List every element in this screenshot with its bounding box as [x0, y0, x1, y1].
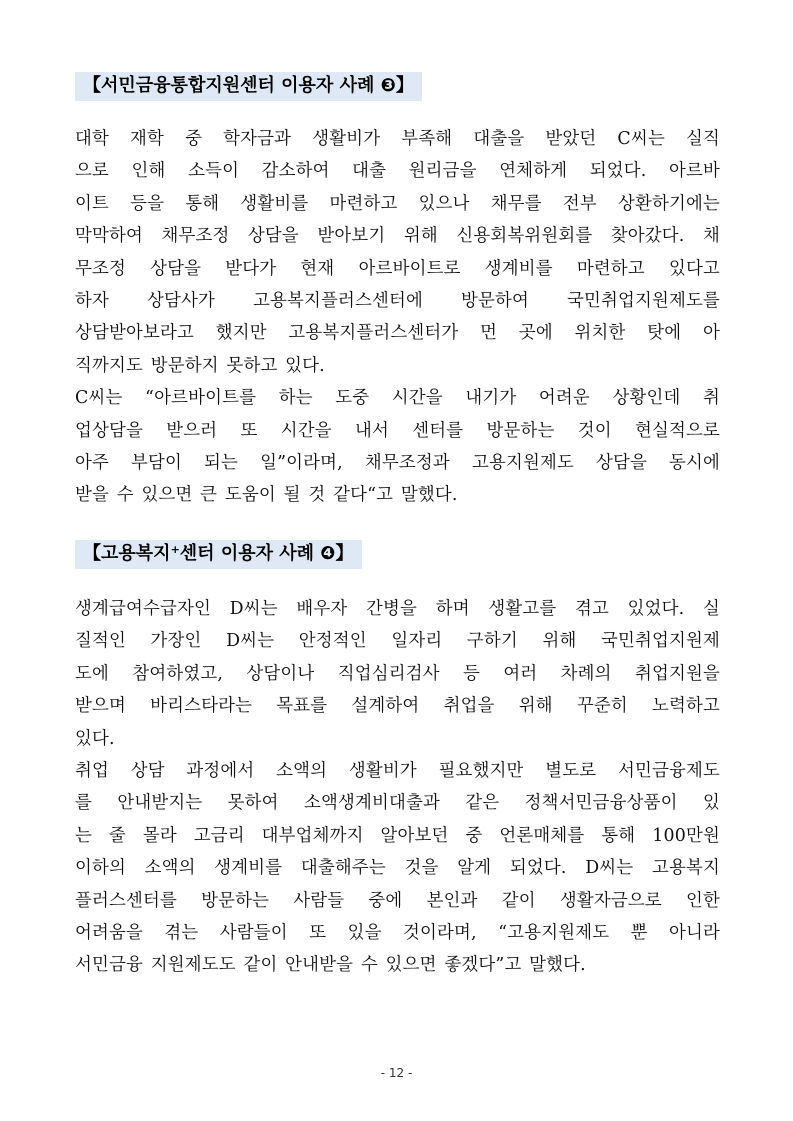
section-heading-4: 【고용복지+센터 이용자 사례 ❹】 — [75, 540, 362, 569]
text-line: 질적인 가장인 D씨는 안정적인 일자리 구하기 위해 국민취업지원제 — [75, 631, 720, 652]
text-line: 를 안내받지는 못하여 소액생계비대출과 같은 정책서민금융상품이 있 — [75, 793, 720, 814]
case-3-paragraph-2 — [75, 382, 720, 512]
case-section-4 — [75, 540, 720, 982]
case-section-3 — [75, 72, 720, 512]
text-line: 있다. — [75, 728, 115, 749]
text-line: 막막하여 채무조정 상담을 받아보기 위해 신용회복위원회를 찾아갔다. 채 — [75, 226, 720, 247]
text-line: 이트 등을 통해 생활비를 마련하고 있으나 채무를 전부 상환하기에는 — [75, 193, 720, 214]
text-line: 플러스센터를 방문하는 사람들 중에 본인과 같이 생활자금으로 인한 — [75, 890, 720, 911]
text-line: 상담받아보라고 했지만 고용복지플러스센터가 먼 곳에 위치한 탓에 아 — [75, 323, 720, 344]
case-4-paragraph-2 — [75, 755, 720, 982]
text-line: 받을 수 있으면 큰 도움이 될 것 같다“고 말했다. — [75, 485, 458, 506]
text-line: 취업 상담 과정에서 소액의 생활비가 필요했지만 별도로 서민금융제도 — [75, 761, 720, 782]
text-line: 생계급여수급자인 D씨는 배우자 간병을 하며 생활고를 겪고 있었다. 실 — [75, 599, 720, 619]
text-line: 서민금융 지원제도도 같이 안내받을 수 있으면 좋겠다”고 말했다. — [75, 955, 586, 976]
text-line: 무조정 상담을 받다가 현재 아르바이트로 생계비를 마련하고 있다고 — [75, 258, 720, 279]
text-line: 이하의 소액의 생계비를 대출해주는 것을 알게 되었다. D씨는 고용복지 — [75, 858, 720, 879]
text-line: 하자 상담사가 고용복지플러스센터에 방문하여 국민취업지원제도를 — [75, 291, 720, 312]
text-line: 는 줄 몰라 고금리 대부업체까지 알아보던 중 언론매체를 통해 100만원 — [75, 825, 720, 846]
page-number: - 12 - — [380, 1066, 413, 1080]
text-line: C씨는 “아르바이트를 하는 도중 시간을 내기가 어려운 상황인데 취 — [75, 388, 720, 409]
text-line: 받으며 바리스타라는 목표를 설계하여 취업을 위해 꾸준히 노력하고 — [75, 696, 720, 717]
case-3-paragraph-1 — [75, 123, 720, 382]
text-line: 대학 재학 중 학자금과 생활비가 부족해 대출을 받았던 C씨는 실직 — [75, 129, 720, 149]
case-4-paragraph-1 — [75, 593, 720, 755]
text-line: 아주 부담이 되는 일”이라며, 채무조정과 고용지원제도 상담을 동시에 — [75, 453, 720, 474]
section-heading-3: 【서민금융통합지원센터 이용자 사례 ❸】 — [75, 72, 422, 101]
text-line: 어려움을 겪는 사람들이 또 있을 것이라며, “고용지원제도 뿐 아니라 — [75, 923, 720, 944]
text-line: 으로 인해 소득이 감소하여 대출 원리금을 연체하게 되었다. 아르바 — [75, 161, 720, 182]
text-line: 직까지도 방문하지 못하고 있다. — [75, 355, 325, 376]
text-line: 도에 참여하였고, 상담이나 직업심리검사 등 여러 차례의 취업지원을 — [75, 663, 720, 684]
text-line: 업상담을 받으러 또 시간을 내서 센터를 방문하는 것이 현실적으로 — [75, 420, 720, 441]
